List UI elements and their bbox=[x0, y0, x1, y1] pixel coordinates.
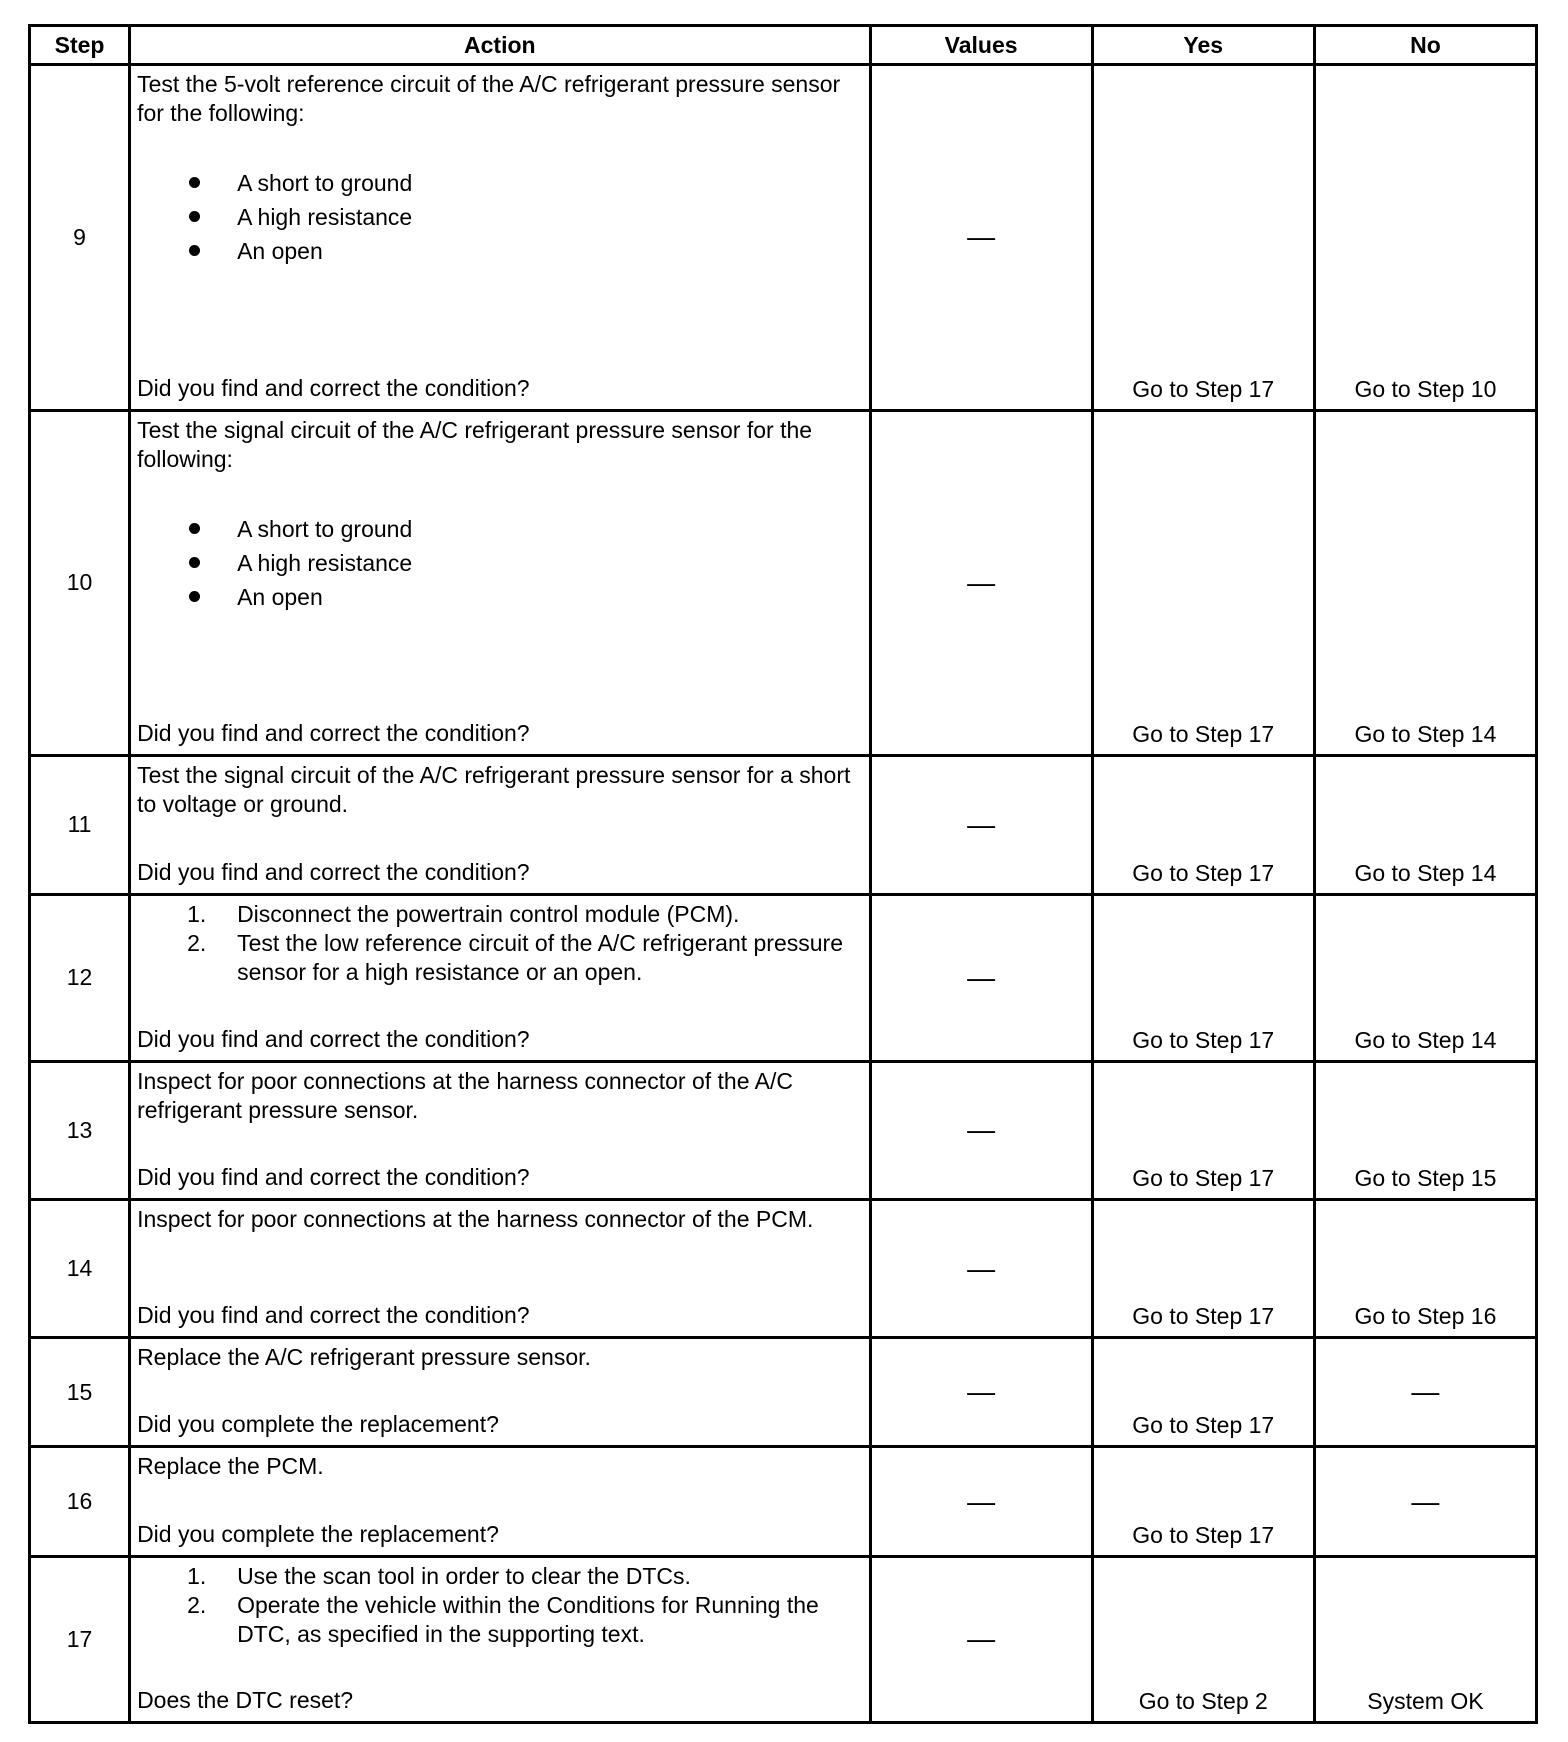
list-item: An open bbox=[137, 580, 862, 614]
action-question: Did you find and correct the condition? bbox=[137, 1302, 530, 1329]
list-item: A high resistance bbox=[137, 546, 862, 580]
condition-list bbox=[137, 512, 862, 614]
step-number: 14 bbox=[30, 1200, 130, 1338]
action-cell bbox=[130, 1447, 870, 1556]
diagnostic-table bbox=[28, 24, 1538, 1724]
yes-cell: Go to Step 17 bbox=[1092, 1338, 1314, 1447]
values-cell: — bbox=[870, 1556, 1092, 1722]
values-cell: — bbox=[870, 65, 1092, 411]
table-row-step-9 bbox=[30, 65, 1537, 411]
action-cell bbox=[130, 1061, 870, 1199]
no-cell: Go to Step 16 bbox=[1314, 1200, 1536, 1338]
no-cell: Go to Step 14 bbox=[1314, 756, 1536, 894]
list-item: An open bbox=[137, 234, 862, 268]
no-cell: Go to Step 14 bbox=[1314, 410, 1536, 756]
header-action: Action bbox=[130, 26, 870, 65]
action-text: Test the 5-volt reference circuit of the A/C refrigerant pressure sensor for the following: bbox=[137, 71, 841, 126]
bullet-icon bbox=[189, 245, 200, 256]
action-question: Did you find and correct the condition? bbox=[137, 858, 530, 885]
values-cell: — bbox=[870, 1061, 1092, 1199]
yes-cell: Go to Step 17 bbox=[1092, 1200, 1314, 1338]
action-question: Does the DTC reset? bbox=[137, 1687, 354, 1713]
list-item: 2. Test the low reference circuit of the A/C refrigerant pressure sensor for a high resistance or an open. bbox=[187, 929, 844, 985]
table-row-step-15 bbox=[30, 1338, 1537, 1447]
bullet-icon bbox=[189, 211, 200, 222]
values-cell: — bbox=[870, 756, 1092, 894]
action-question: Did you find and correct the condition? bbox=[137, 1025, 530, 1052]
action-text: Inspect for poor connections at the harness connector of the PCM. bbox=[137, 1206, 814, 1233]
step-number: 11 bbox=[30, 756, 130, 894]
header-values: Values bbox=[870, 26, 1092, 65]
table-row-step-13 bbox=[30, 1061, 1537, 1199]
step-number: 12 bbox=[30, 894, 130, 1061]
step-number: 13 bbox=[30, 1061, 130, 1199]
header-yes: Yes bbox=[1092, 26, 1314, 65]
action-question: Did you complete the replacement? bbox=[137, 1520, 499, 1547]
list-item: 2. Operate the vehicle within the Conditions for Running the DTC, as specified in the supporting text. bbox=[187, 1591, 819, 1647]
action-question: Did you find and correct the condition? bbox=[137, 374, 530, 401]
no-cell: — bbox=[1314, 1447, 1536, 1556]
table-row-step-16 bbox=[30, 1447, 1537, 1556]
list-item: A short to ground bbox=[137, 166, 862, 200]
values-cell: — bbox=[870, 410, 1092, 756]
table-row-step-17 bbox=[30, 1556, 1537, 1722]
step-number: 9 bbox=[30, 65, 130, 411]
action-cell bbox=[130, 1338, 870, 1447]
action-text: Replace the PCM. bbox=[137, 1453, 324, 1480]
action-text: Test the signal circuit of the A/C refrigerant pressure sensor for a short to voltage or ground. bbox=[137, 762, 851, 818]
action-question: Did you complete the replacement? bbox=[137, 1411, 499, 1438]
action-text: Inspect for poor connections at the harness connector of the A/C refrigerant pressure sensor. bbox=[137, 1067, 793, 1123]
action-cell bbox=[130, 756, 870, 894]
values-cell: — bbox=[870, 1200, 1092, 1338]
procedure-list bbox=[137, 900, 862, 987]
table-row-step-10 bbox=[30, 410, 1537, 756]
action-cell bbox=[130, 1556, 870, 1722]
procedure-list bbox=[137, 1562, 862, 1649]
header-no: No bbox=[1314, 26, 1536, 65]
action-text: Test the signal circuit of the A/C refrigerant pressure sensor for the following: bbox=[137, 416, 813, 472]
list-item: A high resistance bbox=[137, 200, 862, 234]
yes-cell: Go to Step 17 bbox=[1092, 1061, 1314, 1199]
values-cell: — bbox=[870, 1338, 1092, 1447]
action-cell bbox=[130, 1200, 870, 1338]
header-row bbox=[30, 26, 1537, 65]
values-cell: — bbox=[870, 894, 1092, 1061]
list-item: 1. Use the scan tool in order to clear the DTCs. bbox=[187, 1562, 691, 1589]
no-cell: Go to Step 14 bbox=[1314, 894, 1536, 1061]
table-row-step-14 bbox=[30, 1200, 1537, 1338]
step-number: 15 bbox=[30, 1338, 130, 1447]
yes-cell: Go to Step 17 bbox=[1092, 894, 1314, 1061]
table-row-step-12 bbox=[30, 894, 1537, 1061]
step-number: 17 bbox=[30, 1556, 130, 1722]
table-row-step-11 bbox=[30, 756, 1537, 894]
action-cell bbox=[130, 410, 870, 756]
action-text: Replace the A/C refrigerant pressure sensor. bbox=[137, 1344, 591, 1371]
no-cell: — bbox=[1314, 1338, 1536, 1447]
yes-cell: Go to Step 2 bbox=[1092, 1556, 1314, 1722]
action-question: Did you find and correct the condition? bbox=[137, 720, 530, 747]
bullet-icon bbox=[189, 591, 200, 602]
bullet-icon bbox=[189, 177, 200, 188]
yes-cell: Go to Step 17 bbox=[1092, 410, 1314, 756]
condition-list bbox=[137, 166, 862, 268]
no-cell: System OK bbox=[1314, 1556, 1536, 1722]
list-item: 1. Disconnect the powertrain control module (PCM). bbox=[187, 900, 740, 927]
bullet-icon bbox=[189, 523, 200, 534]
action-question: Did you find and correct the condition? bbox=[137, 1164, 530, 1191]
bullet-icon bbox=[189, 557, 200, 568]
yes-cell: Go to Step 17 bbox=[1092, 756, 1314, 894]
action-cell bbox=[130, 65, 870, 411]
yes-cell: Go to Step 17 bbox=[1092, 1447, 1314, 1556]
no-cell: Go to Step 10 bbox=[1314, 65, 1536, 411]
header-step: Step bbox=[30, 26, 130, 65]
action-cell bbox=[130, 894, 870, 1061]
list-item: A short to ground bbox=[137, 512, 862, 546]
yes-cell: Go to Step 17 bbox=[1092, 65, 1314, 411]
step-number: 16 bbox=[30, 1447, 130, 1556]
values-cell: — bbox=[870, 1447, 1092, 1556]
no-cell: Go to Step 15 bbox=[1314, 1061, 1536, 1199]
step-number: 10 bbox=[30, 410, 130, 756]
